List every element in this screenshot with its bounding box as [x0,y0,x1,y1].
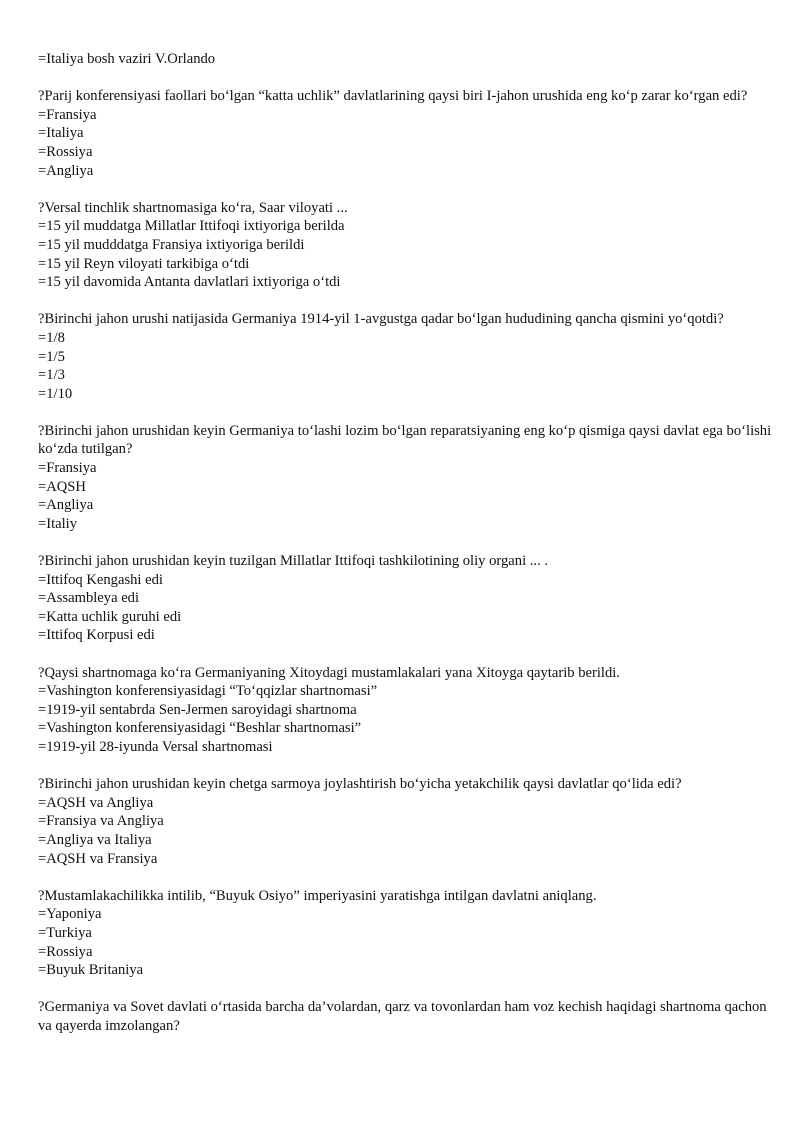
answer-option: =1/5 [38,348,65,365]
answer-option: =Turkiya [38,924,92,941]
answer-option: =Assambleya edi [38,590,140,607]
question-text: ?Birinchi jahon urushidan keyin chetga sarmoya joylashtirish bo‘yicha yetakchilik qaysi davlatlar qo‘lida edi? [38,776,682,793]
answer-option: =Fransiya [38,106,97,123]
answer-option: =AQSH va Fransiya [38,850,158,867]
question-text: ?Birinchi jahon urushidan keyin tuzilgan Millatlar Ittifoqi tashkilotining oliy organi ... . [38,553,549,570]
answer-option: =Angliya [38,497,94,514]
question-block [38,664,773,757]
answer-option: =Italiya bosh vaziri V.Orlando [38,51,216,67]
answer-option: =1919-yil 28-iyunda Versal shartnomasi [38,738,273,755]
answer-option: =Fransiya [38,460,97,477]
question-text: ?Mustamlakachilikka intilib, “Buyuk Osiyo” imperiyasini yaratishga intilgan davlatni aniqlang. [38,887,597,904]
answer-option: =15 yil muddatga Millatlar Ittifoqi ixtiyoriga berilda [38,218,345,235]
question-block [38,199,773,292]
question-block [38,87,773,180]
answer-option: =15 yil Reyn viloyati tarkibiga o‘tdi [38,255,250,272]
answer-option: =1/10 [38,385,73,402]
question-block [38,310,773,403]
answer-option: =Angliya [38,162,94,179]
answer-option: =Ittifoq Korpusi edi [38,627,155,644]
question-text: ?Parij konferensiyasi faollari bo‘lgan “katta uchlik” davlatlarining qaysi biri I-jahon urushida eng ko‘p zarar ko‘rgan edi? [38,88,748,105]
question-text: ?Germaniya va Sovet davlati o‘rtasida barcha da’volardan, qarz va tovonlardan ham voz kechish haqidagi shartnoma qachon va qayerda imzolangan? [38,999,767,1034]
question-text: ?Versal tinchlik shartnomasiga ko‘ra, Saar viloyati ... [38,199,348,216]
answer-option: =Ittifoq Kengashi edi [38,571,163,588]
question-block [38,998,773,1035]
answer-option: =Yaponiya [38,906,102,923]
answer-option: =15 yil mudddatga Fransiya ixtiyoriga berildi [38,236,305,253]
answer-option: =AQSH va Angliya [38,794,154,811]
answer-option: =AQSH [38,478,86,495]
answer-option: =Rossiya [38,943,93,960]
answer-option: =15 yil davomida Antanta davlatlari ixtiyoriga o‘tdi [38,274,341,291]
answer-option: =1/3 [38,367,65,384]
answer-option: =1919-yil sentabrda Sen-Jermen saroyidagi shartnoma [38,701,357,718]
question-text: ?Qaysi shartnomaga ko‘ra Germaniyaning Xitoydagi mustamlakalari yana Xitoyga qaytarib berildi. [38,664,620,681]
question-block [38,552,773,645]
document-page [38,50,773,1054]
answer-option: =Buyuk Britaniya [38,962,144,979]
question-text: ?Birinchi jahon urushidan keyin Germaniya to‘lashi lozim bo‘lgan reparatsiyaning eng ko‘p qismiga qaysi davlat ega bo‘lishi ko‘zda tutilgan? [38,422,772,458]
answer-option: =Fransiya va Angliya [38,813,164,830]
question-block [38,887,773,980]
answer-option: =Vashington konferensiyasidagi “Beshlar shartnomasi” [38,720,362,737]
intro-block [38,50,773,69]
answer-option: =Vashington konferensiyasidagi “To‘qqizlar shartnomasi” [38,683,378,700]
answer-option: =Katta uchlik guruhi edi [38,608,182,625]
answer-option: =Italiya [38,125,84,142]
answer-option: =Rossiya [38,143,93,160]
answer-option: =1/8 [38,329,65,346]
answer-option: =Italiy [38,515,78,532]
question-block [38,775,773,868]
question-text: ?Birinchi jahon urushi natijasida Germaniya 1914-yil 1-avgustga qadar bo‘lgan hududining qancha qismini yo‘qotdi? [38,311,724,328]
answer-option: =Angliya va Italiya [38,831,152,848]
question-block [38,422,773,534]
